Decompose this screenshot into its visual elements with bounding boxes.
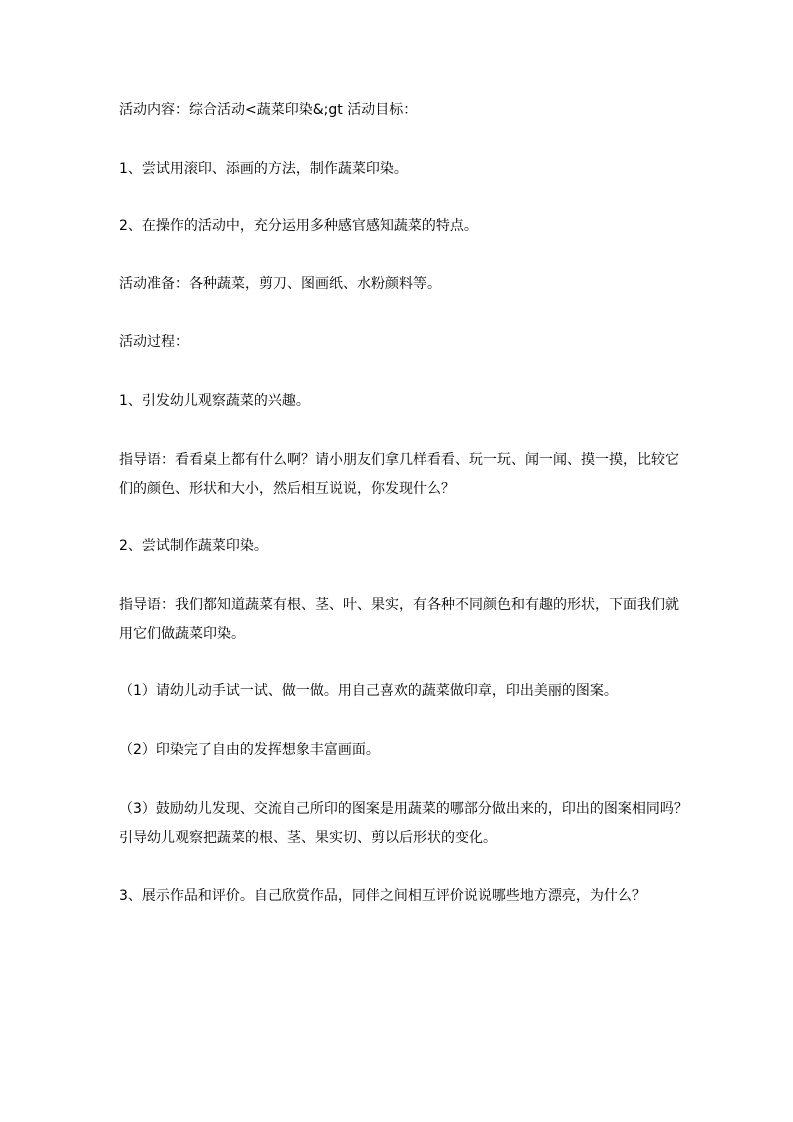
- paragraph-goal-2: [119, 212, 679, 241]
- paragraph-step-1: [119, 387, 679, 416]
- text-line: 2、尝试制作蔬菜印染。: [119, 538, 268, 554]
- text-line: 引导幼儿观察把蔬菜的根、茎、果实切、剪以后形状的变化。: [119, 830, 497, 846]
- text-line: 活动准备：各种蔬菜，剪刀、图画纸、水粉颜料等。: [119, 276, 441, 292]
- paragraph-substep-1: [119, 677, 679, 706]
- paragraph-goal-1: [119, 155, 679, 184]
- text-line: 活动过程：: [119, 334, 189, 350]
- paragraph-guidance-2: [119, 591, 679, 649]
- paragraph-substep-2: [119, 736, 679, 765]
- paragraph-step-3: [119, 882, 679, 911]
- text-line: （3）鼓励幼儿发现、交流自己所印的图案是用蔬菜的哪部分做出来的，印出的图案相同吗？: [119, 801, 688, 817]
- text-line: 指导语：我们都知道蔬菜有根、茎、叶、果实，有各种不同颜色和有趣的形状，下面我们就: [119, 597, 679, 613]
- text-line: 们的颜色、形状和大小，然后相互说说，你发现什么？: [119, 481, 455, 497]
- paragraph-guidance-1: [119, 446, 679, 504]
- text-line: 活动内容：综合活动<蔬菜印染&;gt 活动目标：: [119, 102, 418, 118]
- text-line: 2、在操作的活动中，充分运用多种感官感知蔬菜的特点。: [119, 218, 478, 234]
- text-line: 1、尝试用滚印、添画的方法，制作蔬菜印染。: [119, 161, 408, 177]
- paragraph-substep-3: [119, 795, 688, 853]
- text-line: 1、引发幼儿观察蔬菜的兴趣。: [119, 393, 310, 409]
- paragraph-step-2: [119, 532, 679, 561]
- text-line: 3、展示作品和评价。自己欣赏作品，同伴之间相互评价说说哪些地方漂亮，为什么？: [119, 888, 646, 904]
- paragraph-activity-content: [119, 96, 679, 125]
- text-line: （1）请幼儿动手试一试、做一做。用自己喜欢的蔬菜做印章，印出美丽的图案。: [119, 683, 618, 699]
- paragraph-preparation: [119, 270, 679, 299]
- text-line: 指导语：看看桌上都有什么啊？请小朋友们拿几样看看、玩一玩、闻一闻、摸一摸，比较它: [119, 452, 679, 468]
- paragraph-process-heading: [119, 328, 679, 357]
- text-line: （2）印染完了自由的发挥想象丰富画面。: [119, 742, 380, 758]
- text-line: 用它们做蔬菜印染。: [119, 626, 245, 642]
